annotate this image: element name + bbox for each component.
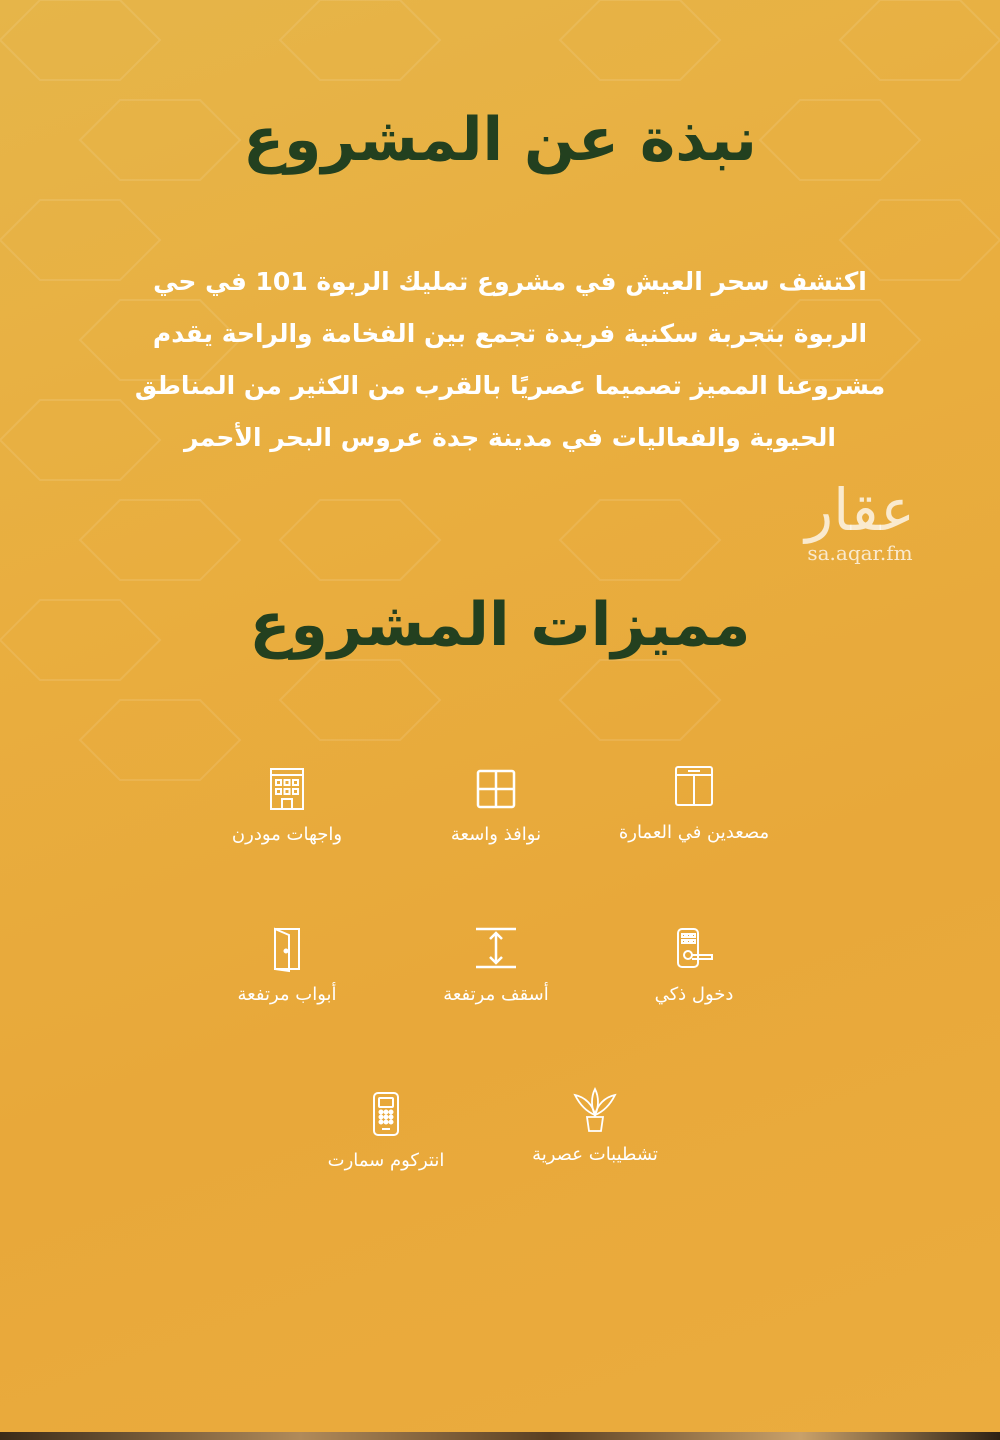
building-facade-icon bbox=[263, 765, 311, 813]
feature-windows bbox=[386, 765, 606, 847]
plant-icon bbox=[571, 1085, 619, 1133]
about-description: اكتشف سحر العيش في مشروع تمليك الربوة 101 في حي الربوة بتجربة سكنية فريدة تجمع بين الفخامة والراحة يقدم مشروعنا المميز تصميما عصريًا بالقرب من الكثير من المناطق الحيوية والفعاليات في مدينة جدة عروس البحر الأحمر bbox=[134, 267, 886, 452]
feature-high-doors bbox=[177, 925, 397, 1007]
feature-label: أسقف مرتفعة bbox=[443, 984, 549, 1005]
feature-label: دخول ذكي bbox=[654, 984, 734, 1005]
features-title: مميزات المشروع bbox=[249, 590, 751, 660]
feature-label: مصعدين في العمارة bbox=[618, 822, 770, 843]
feature-smart-entry bbox=[584, 925, 804, 1007]
feature-facades bbox=[177, 765, 397, 847]
feature-label: نوافذ واسعة bbox=[450, 824, 542, 845]
about-title: نبذة عن المشروع bbox=[243, 105, 757, 175]
feature-label: واجهات مودرن bbox=[231, 824, 343, 845]
feature-high-ceilings bbox=[386, 925, 606, 1007]
feature-label: أبواب مرتفعة bbox=[237, 984, 337, 1005]
feature-elevators bbox=[584, 763, 804, 845]
elevator-icon bbox=[670, 763, 718, 811]
window-icon bbox=[472, 765, 520, 813]
feature-smart-intercom bbox=[276, 1091, 496, 1173]
watermark-url: sa.aqar.fm bbox=[807, 541, 913, 565]
ceiling-height-icon bbox=[472, 925, 520, 973]
bottom-photo-strip bbox=[0, 1432, 1000, 1440]
feature-label: تشطيبات عصرية bbox=[532, 1144, 658, 1165]
intercom-icon bbox=[362, 1091, 410, 1139]
feature-modern-finishes bbox=[485, 1085, 705, 1167]
smart-lock-icon bbox=[670, 925, 718, 973]
door-icon bbox=[263, 925, 311, 973]
watermark-arabic: عقار bbox=[805, 476, 915, 544]
watermark-logo bbox=[780, 478, 940, 564]
feature-label: انتركوم سمارت bbox=[327, 1150, 445, 1171]
